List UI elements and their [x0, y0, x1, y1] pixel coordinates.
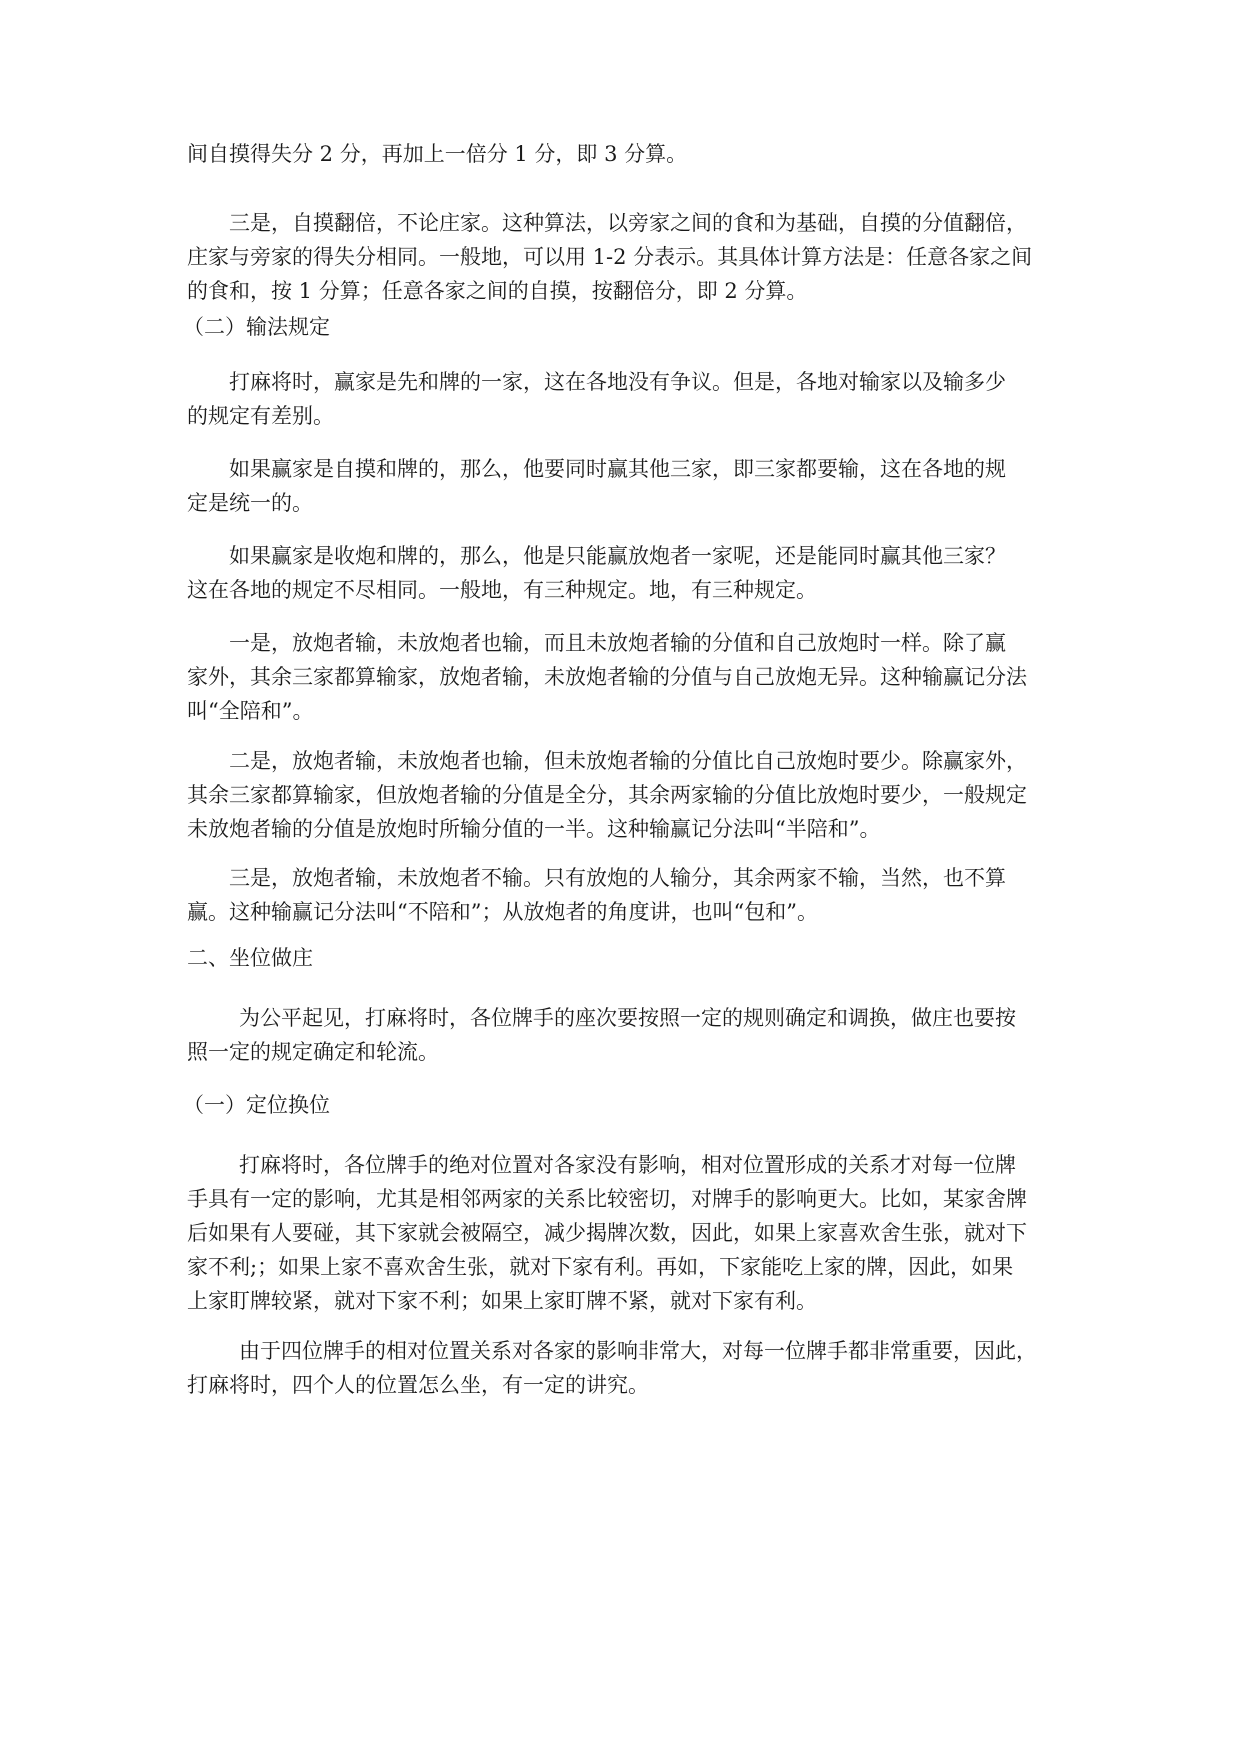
heading-text: （二）输法规定 [183, 315, 330, 339]
paragraph-half-pay [187, 744, 1077, 846]
section-heading-seating [187, 941, 1077, 975]
paragraph-fairness [187, 1001, 1077, 1069]
text-line: 家外，其余三家都算输家，放炮者输，未放炮者输的分值与自己放炮无异。这种输赢记分法 [187, 665, 1027, 689]
section-heading-positioning [183, 1088, 1073, 1122]
text-line: 打麻将时，各位牌手的绝对位置对各家没有影响，相对位置形成的关系才对每一位牌 [239, 1153, 1016, 1177]
text-line: 其余三家都算输家，但放炮者输的分值是全分，其余两家输的分值比放炮时要少，一般规定 [187, 783, 1027, 807]
paragraph-no-pay [187, 861, 1077, 929]
text-line: 如果赢家是收炮和牌的，那么，他是只能赢放炮者一家呢，还是能同时赢其他三家？ [229, 544, 1006, 568]
text-line: 照一定的规定确定和轮流。 [187, 1040, 439, 1064]
text-line: 家不利;；如果上家不喜欢舍生张，就对下家有利。再如，下家能吃上家的牌，因此，如果 [187, 1255, 1014, 1279]
text-line: 定是统一的。 [187, 491, 313, 515]
text-line: 二是，放炮者输，未放炮者也输，但未放炮者输的分值比自己放炮时要少。除赢家外， [229, 749, 1027, 773]
paragraph-winner-definition [187, 365, 1077, 433]
text-line: 的食和，按 1 分算；任意各家之间的自摸，按翻倍分，即 2 分算。 [187, 279, 808, 303]
heading-text: （一）定位换位 [183, 1093, 330, 1117]
paragraph-discard-win [187, 539, 1077, 607]
text-line: 未放炮者输的分值是放炮时所输分值的一半。这种输赢记分法叫“半陪和”。 [187, 817, 881, 841]
text-line: 三是，放炮者输，未放炮者不输。只有放炮的人输分，其余两家不输，当然，也不算 [229, 866, 1006, 890]
paragraph-self-draw [187, 452, 1077, 520]
text-line: 后如果有人要碰，其下家就会被隔空，减少揭牌次数，因此，如果上家喜欢舍生张，就对下 [187, 1221, 1027, 1245]
section-heading-lose-rules [183, 310, 1073, 344]
paragraph-third-method [187, 206, 1077, 308]
text-line: 赢。这种输赢记分法叫“不陪和”；从放炮者的角度讲，也叫“包和”。 [187, 900, 818, 924]
text-line: 打麻将时，四个人的位置怎么坐，有一定的讲究。 [187, 1373, 649, 1397]
paragraph-seating-importance [187, 1334, 1077, 1402]
text-line: 间自摸得失分 2 分，再加上一倍分 1 分，即 3 分算。 [187, 142, 688, 166]
text-line: 一是，放炮者输，未放炮者也输，而且未放炮者输的分值和自己放炮时一样。除了赢 [229, 631, 1006, 655]
text-line: 上家盯牌较紧，就对下家不利；如果上家盯牌不紧，就对下家有利。 [187, 1289, 817, 1313]
text-line: 庄家与旁家的得失分相同。一般地，可以用 1-2 分表示。其具体计算方法是：任意各家之间 [187, 245, 1033, 269]
text-line: 为公平起见，打麻将时，各位牌手的座次要按照一定的规则确定和调换，做庄也要按 [239, 1006, 1016, 1030]
paragraph-relative-position [187, 1148, 1077, 1318]
text-line: 这在各地的规定不尽相同。一般地，有三种规定。地，有三种规定。 [187, 578, 817, 602]
heading-text: 二、坐位做庄 [187, 946, 313, 970]
text-line: 手具有一定的影响，尤其是相邻两家的关系比较密切，对牌手的影响更大。比如，某家舍牌 [187, 1187, 1027, 1211]
paragraph-full-pay [187, 626, 1077, 728]
text-line: 如果赢家是自摸和牌的，那么，他要同时赢其他三家，即三家都要输，这在各地的规 [229, 457, 1006, 481]
paragraph-scoring-end [187, 137, 1077, 171]
text-line: 叫“全陪和”。 [187, 699, 314, 723]
text-line: 由于四位牌手的相对位置关系对各家的影响非常大，对每一位牌手都非常重要，因此， [239, 1339, 1037, 1363]
text-line: 三是，自摸翻倍，不论庄家。这种算法，以旁家之间的食和为基础，自摸的分值翻倍， [229, 211, 1027, 235]
text-line: 的规定有差别。 [187, 404, 334, 428]
text-line: 打麻将时，赢家是先和牌的一家，这在各地没有争议。但是，各地对输家以及输多少 [229, 370, 1006, 394]
